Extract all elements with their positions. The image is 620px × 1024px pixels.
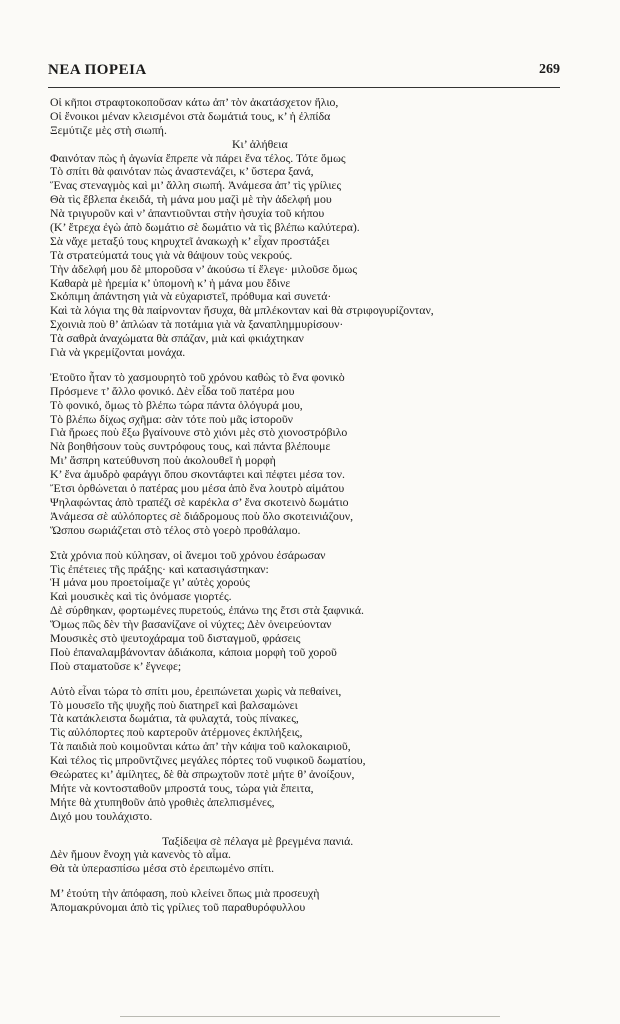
poem-line: Ξεμύτιζε μὲς στὴ σιωπή.	[50, 122, 167, 137]
poem-line: Γιὰ ἥρωες ποὺ ἔξω βγαίνουνε στὸ χιόνι μὲς στὸ χιονοστρόβιλο	[50, 425, 348, 440]
poem-line: Τὸ βλέπω δίχως σχῆμα: σὰν τότε ποὺ μᾶς ἱστοροῦν	[50, 411, 293, 426]
poem-line: Τὸ μουσεῖο τῆς ψυχῆς ποὺ διατηρεῖ καὶ βαλσαμώνει	[50, 697, 298, 712]
poem-line: Σὰ νἄχε μεταξύ τους κηρυχτεῖ ἀνακωχὴ κ’ εἶχαν προστάξει	[50, 233, 330, 248]
stanza	[50, 549, 590, 674]
stanza-gap	[50, 538, 590, 549]
journal-title: ΝΕΑ ΠΟΡΕΙΑ	[48, 62, 147, 78]
poem-line: Θεώρατες κι’ ἀμίλητες, δὲ θὰ σπρωχτοῦν ποτὲ μήτε θ’ ἀνοίξουν,	[50, 766, 355, 781]
poem-line: Τὸ σπίτι θὰ φαινόταν πὼς ἀναστενάζει, κ’ ὕστερα ξανά,	[50, 164, 314, 179]
stanza-gap	[50, 824, 590, 835]
poem-line: Θὰ τὶς ἔβλεπα ἐκειδά, τὴ μάνα μου μαζὶ μὲ τὴν ἀδελφή μου	[50, 192, 332, 207]
poem-line: Καὶ τὰ λόγια της θὰ παίρνονταν ἥσυχα, θὰ μπλέκονταν καὶ θὰ στριφογυρίζονταν,	[50, 303, 434, 318]
poem-line: Καθαρὰ μὲ ἠρεμία κ’ ὑπομονὴ κ’ ἡ μάνα μου ἔδινε	[50, 275, 291, 290]
poem-line: Κι’ ἀλήθεια	[232, 136, 288, 151]
poem-line: Τὴν ἀδελφή μου δὲ μποροῦσα ν’ ἀκούσω τί ἔλεγε· μιλοῦσε ὅμως	[50, 261, 357, 276]
poem-line: Μουσικὲς στὸ ψευτοχάραμα τοῦ δισταγμοῦ, φράσεις	[50, 630, 301, 645]
poem-line: Ψηλαφώντας ἀπὸ τραπέζι σὲ καρέκλα σ’ ἕνα σκοτεινὸ δωμάτιο	[50, 494, 349, 509]
poem-line: Τὰ στρατεύματά τους γιὰ νὰ θάψουν τοὺς νεκρούς.	[50, 247, 293, 262]
poem-line: Κ’ ἕνα ἀμυδρὸ φαράγγι ὅπου σκοντάφτει καὶ πέφτει μέσα τον.	[50, 467, 345, 482]
poem-line: Αὐτὸ εἶναι τώρα τὸ σπίτι μου, ἐρειπώνεται χωρὶς νὰ πεθαίνει,	[50, 683, 342, 698]
page-number: 269	[539, 62, 560, 77]
poem-line: Νὰ τριγυροῦν καὶ ν’ ἀπαντιοῦνται στὴν ἡσυχία τοῦ κήπου	[50, 206, 325, 221]
poem-line: Ταξίδεψα σὲ πέλαγα μὲ βρεγμένα πανιά.	[162, 833, 354, 848]
poem-line: Γιὰ νὰ γκρεμίζονται μονάχα.	[50, 345, 186, 360]
poem-line: Νὰ βοηθήσουν τοὺς συντρόφους τους, καὶ πάντα βλέπουμε	[50, 439, 331, 454]
poem-line: Οἱ κῆποι στραφτοκοποῦσαν κάτω ἀπ’ τὸν ἀκατάσχετον ἥλιο,	[50, 95, 339, 109]
poem-line: Ἐτοῦτο ἦταν τὸ χασμουρητὸ τοῦ χρόνου καθὼς τὸ ἕνα φονικὸ	[50, 369, 345, 384]
poem-line: Ἕνας στεναγμὸς καὶ μι’ ἄλλη σιωπή. Ἀνάμεσα ἀπ’ τὶς γρίλιες	[50, 178, 342, 193]
poem-line: Ποὺ σταματοῦσε κ’ ἔγνεφε;	[50, 658, 182, 673]
poem-line: Σχοινιὰ ποὺ θ’ ἁπλώαν τὰ ποτάμια γιὰ νὰ ξαναπλημμυρίσουν·	[50, 317, 344, 332]
poem-line: Στὰ χρόνια ποὺ κύλησαν, οἱ ἄνεμοι τοῦ χρόνου ἐσάρωσαν	[50, 547, 326, 562]
poem-line: Μ’ ἐτούτη τὴν ἀπόφαση, ποὺ κλείνει ὅπως μιὰ προσευχὴ	[50, 886, 320, 901]
poem-line: Τὰ παιδιὰ ποὺ κοιμοῦνται κάτω ἀπ’ τὴν κάψα τοῦ καλοκαιριοῦ,	[50, 739, 351, 754]
poem-line: Μι’ ἄσπρη κατεύθυνση ποὺ ἀκολουθεῖ ἡ μορφὴ	[50, 453, 276, 468]
poem-line: Δὲ σύρθηκαν, φορτωμένες πυρετούς, ἐπάνω της ἔτσι στὰ ξαφνικά.	[50, 603, 364, 618]
running-header	[48, 62, 560, 84]
poem-line: Ὅμως πῶς δὲν τὴν βασανίζανε οἱ νύχτες; Δὲν ὀνειρεύονταν	[50, 617, 332, 632]
poem-line: Ὥσπου σωριάζεται στὸ τέλος στὸ γοερὸ προθάλαμο.	[50, 522, 301, 537]
poem-text	[50, 96, 590, 915]
poem-line: Ἔτσι ὀρθώνεται ὁ πατέρας μου μέσα ἀπὸ ἕνα λουτρὸ αἱμάτου	[50, 481, 345, 496]
header-rule	[48, 87, 560, 88]
poem-line: Μήτε νὰ κοντοσταθοῦν μπροστά τους, τώρα γιὰ ἔπειτα,	[50, 780, 314, 795]
poem-line: Ἀπομακρύνομαι ἀπὸ τὶς γρίλιες τοῦ παραθυρόφυλλου	[50, 900, 306, 915]
poem-line: Τὸ φονικό, ὅμως τὸ βλέπω τώρα πάντα ὁλόγυρά μου,	[50, 397, 303, 412]
poem-line: Ἡ μάνα μου προετοίμαζε γι’ αὐτὲς χορούς	[50, 575, 250, 590]
stanza	[50, 371, 590, 538]
stanza	[50, 685, 590, 824]
poem-line: Μήτε θὰ χτυπηθοῦν ἀπὸ γροθιὲς ἀπελπισμένες,	[50, 794, 275, 809]
poem-line: Τὶς ἐπέτειες τῆς πράξης· καὶ κατασιγάστηκαν:	[50, 561, 269, 576]
poem-line: Οἱ ἔνοικοι μέναν κλεισμένοι στὰ δωμάτιά τους, κ’ ἡ ἐλπίδα	[50, 108, 331, 123]
poem-line: Ἀνάμεσα σὲ αὐλόπορτες σὲ διάδρομους ποὺ ὅλο σκοτεινιάζουν,	[50, 508, 354, 523]
poem-line: Τὶς αὐλόπορτες ποὺ καρτεροῦν ἀτέρμονες ἐκπλήξεις,	[50, 725, 303, 740]
poem-line: Ποὺ ἐπαναλαμβάνονταν ἀδιάκοπα, κάποια μορφὴ τοῦ χοροῦ	[50, 644, 337, 659]
poem-line: (Κ’ ἔτρεχα ἐγὼ ἀπὸ δωμάτιο σὲ δωμάτιο νὰ τὶς βλέπω καλύτερα).	[50, 220, 360, 235]
poem-line: Δὲν ἤμουν ἔνοχη γιὰ κανενὸς τὸ αἷμα.	[50, 847, 231, 862]
page-edge-line	[120, 1016, 500, 1017]
poem-line: Καὶ μουσικὲς καὶ τὶς ὀνόμασε γιορτές.	[50, 589, 232, 604]
stanza	[50, 835, 590, 877]
poem-line: Καὶ τέλος τὶς μπροῦντζινες μεγάλες πόρτες τοῦ νυφικοῦ δωματίου,	[50, 753, 366, 768]
poem-line: Διχό μου τουλάχιστο.	[50, 808, 153, 823]
poem-line: Πρόσμενε τ’ ἄλλο φονικό. Δὲν εἶδα τοῦ πατέρα μου	[50, 383, 295, 398]
poem-line: Θὰ τὰ ὑπερασπίσω μέσα στὸ ἐρειπωμένο σπίτι.	[50, 861, 275, 876]
stanza	[50, 887, 590, 915]
poem-line: Τὰ σαθρὰ ἀναχώματα θὰ σπάζαν, μιὰ καὶ φκιάχτηκαν	[50, 331, 304, 346]
poem-line: Τὰ κατάκλειστα δωμάτια, τὰ φυλαχτά, τοὺς πίνακες,	[50, 711, 299, 726]
poem-line: Σκόπιμη ἀπάντηση γιὰ νὰ εὐχαριστεῖ, πρόθυμα καὶ συνετά·	[50, 289, 332, 304]
stanza	[50, 96, 590, 360]
stanza-gap	[50, 674, 590, 685]
poem-line: Φαινόταν πὼς ἡ ἀγωνία ἔπρεπε νὰ πάρει ἕνα τέλος. Τότε ὅμως	[50, 150, 346, 165]
